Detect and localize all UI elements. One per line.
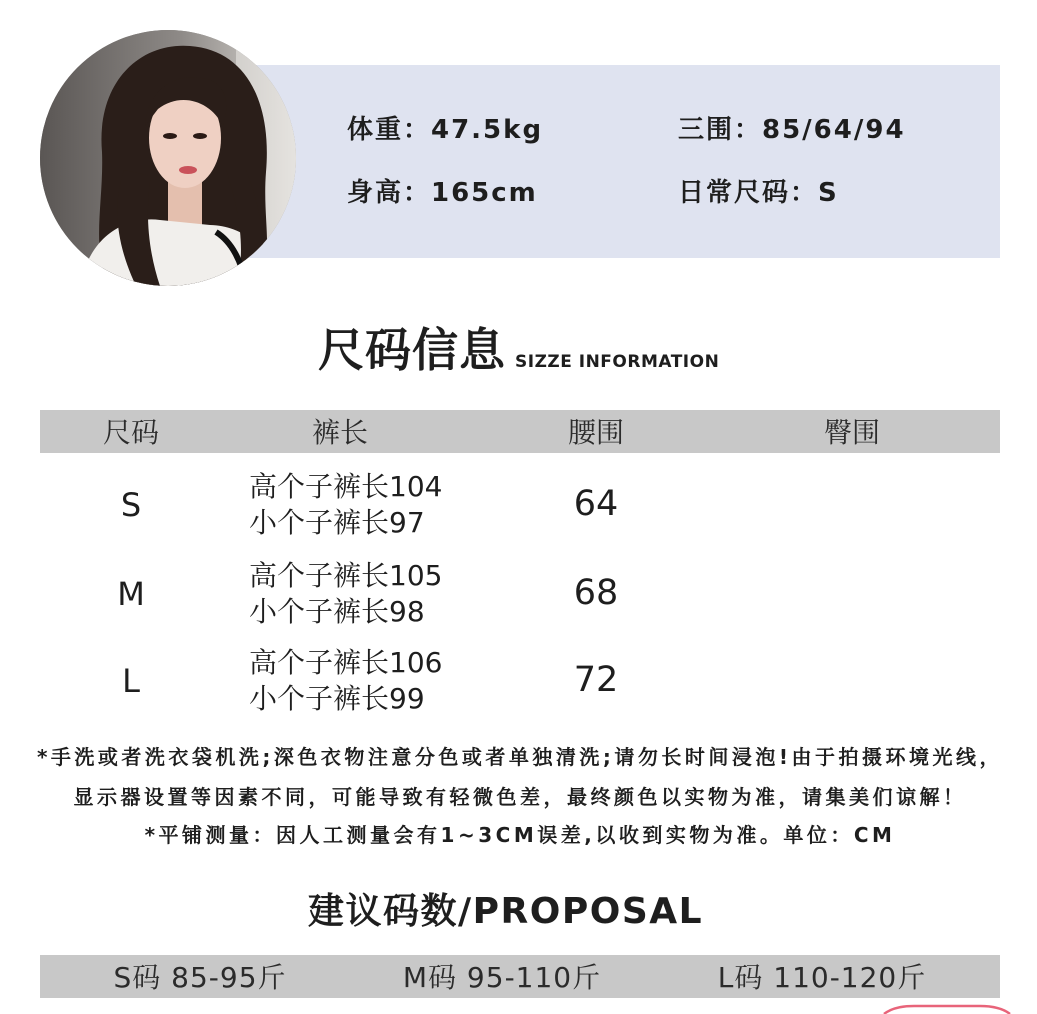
proposal-title: 建议码数/PROPOSAL xyxy=(308,891,704,932)
header-length: 裤长 xyxy=(311,416,368,449)
size-info-subtitle: SIZZE INFORMATION xyxy=(515,352,720,372)
row-size: S xyxy=(120,486,142,524)
decorative-arc-line xyxy=(884,1006,1010,1014)
proposal-bar xyxy=(40,955,1000,998)
color-note: 显示器设置等因素不同，可能导致有轻微色差，最终颜色以实物为准，请集美们谅解！ xyxy=(73,785,967,809)
table-row xyxy=(40,466,1000,544)
row-waist: 72 xyxy=(573,660,619,700)
length-petite: 小个子裤长98 xyxy=(249,595,425,628)
model-photo xyxy=(40,30,296,286)
proposal-item-s: S码 85-95斤 xyxy=(113,961,287,994)
proposal-item-l: L码 110-120斤 xyxy=(717,961,927,994)
size-table-header xyxy=(40,410,1000,453)
header-size: 尺码 xyxy=(102,416,159,449)
lips xyxy=(179,166,197,174)
decorative-arc xyxy=(882,1004,1012,1014)
row-size: L xyxy=(122,662,140,700)
model-usual-size: 日常尺码：S xyxy=(678,178,839,208)
table-row xyxy=(40,642,1000,720)
row-size: M xyxy=(117,575,145,613)
size-info-title: 尺码信息 xyxy=(318,323,506,377)
measurement-note: *平铺测量：因人工测量会有1~3CM误差,以收到实物为准。单位：CM xyxy=(144,823,896,847)
row-length xyxy=(249,558,489,630)
care-note: *手洗或者洗衣袋机洗;深色衣物注意分色或者单独清洗;请勿长时间浸泡!由于拍摄环境光线， xyxy=(36,745,1004,769)
length-tall: 高个子裤长104 xyxy=(249,470,443,503)
header-hip: 臀围 xyxy=(823,416,880,449)
row-waist: 68 xyxy=(573,573,619,613)
right-eye xyxy=(193,133,207,139)
model-info-panel xyxy=(240,65,1000,258)
row-waist: 64 xyxy=(573,484,619,524)
left-eye xyxy=(163,133,177,139)
length-petite: 小个子裤长99 xyxy=(249,682,425,715)
length-tall: 高个子裤长106 xyxy=(249,646,443,679)
length-tall: 高个子裤长105 xyxy=(249,559,443,592)
length-petite: 小个子裤长97 xyxy=(249,506,425,539)
model-weight: 体重：47.5kg xyxy=(347,115,544,145)
row-length xyxy=(249,469,489,541)
model-height: 身高：165cm xyxy=(347,178,538,208)
model-measurements: 三围：85/64/94 xyxy=(678,115,906,145)
proposal-item-m: M码 95-110斤 xyxy=(402,961,602,994)
model-photo-graphic xyxy=(40,30,296,286)
row-length xyxy=(249,645,489,717)
header-waist: 腰围 xyxy=(567,416,624,449)
table-row xyxy=(40,555,1000,633)
